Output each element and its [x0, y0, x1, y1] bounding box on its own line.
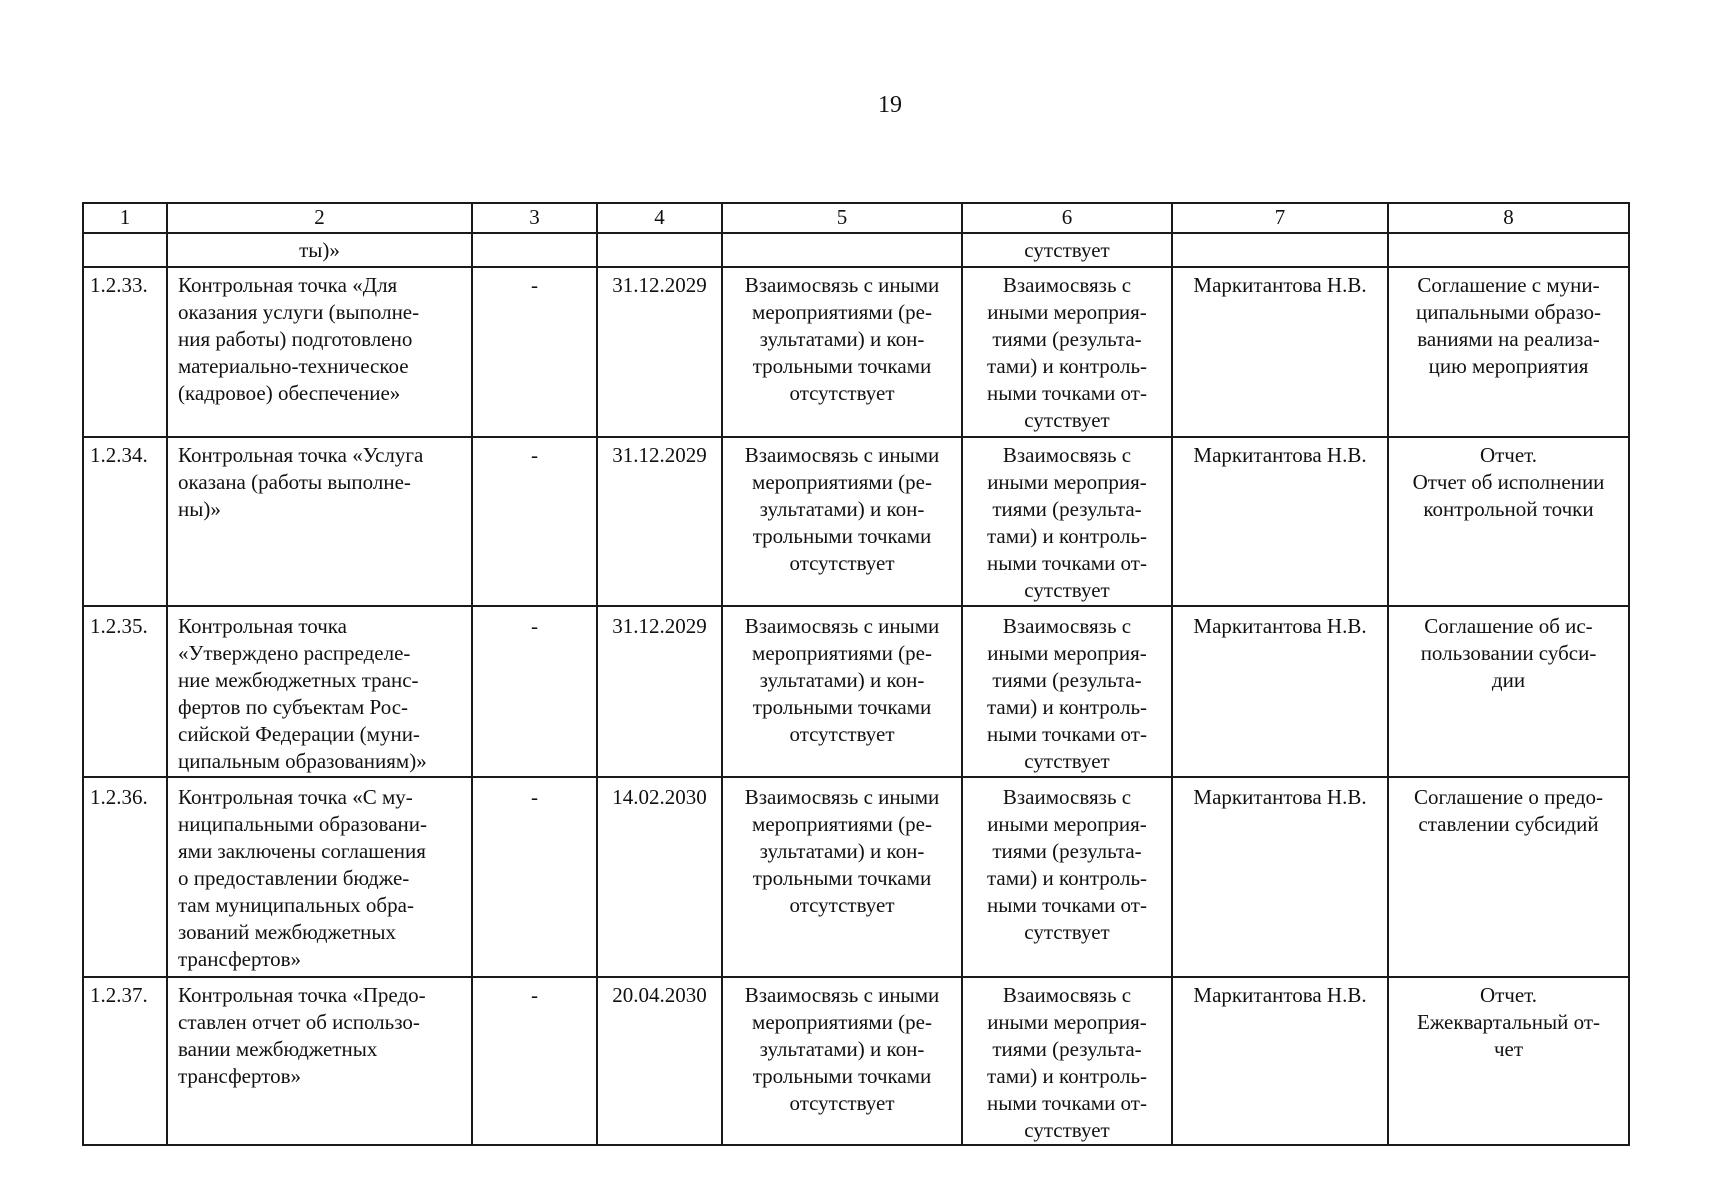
- relation-cell: Взаимосвязь с иными мероприятиями (ре- зультатами) и кон- трольными точками отсутствует: [722, 977, 962, 1145]
- column-number-cell: 6: [962, 203, 1172, 233]
- responsible-person: Маркитантова Н.В.: [1172, 606, 1388, 777]
- table-cell: -: [472, 267, 597, 437]
- relation-cell: Взаимосвязь с иными мероприя- тиями (результа- тами) и контроль- ными точками от- сутствует: [962, 606, 1172, 777]
- responsible-person: Маркитантова Н.В.: [1172, 267, 1388, 437]
- due-date: 31.12.2029: [597, 267, 722, 437]
- document-type: Отчет. Ежеквартальный от- чет: [1388, 977, 1629, 1145]
- due-date: 31.12.2029: [597, 606, 722, 777]
- responsible-person: Маркитантова Н.В.: [1172, 777, 1388, 977]
- responsible-person: Маркитантова Н.В.: [1172, 437, 1388, 606]
- table-row: [83, 977, 1629, 1145]
- table-cell: [722, 233, 962, 267]
- table-cell: [597, 233, 722, 267]
- due-date: 20.04.2030: [597, 977, 722, 1145]
- table-cell: [1172, 233, 1388, 267]
- column-number-cell: 3: [472, 203, 597, 233]
- table-cell: [83, 233, 167, 267]
- continuation-row: [83, 233, 1629, 267]
- due-date: 14.02.2030: [597, 777, 722, 977]
- table-row: [83, 777, 1629, 977]
- page-number: 19: [878, 92, 902, 118]
- column-number-cell: 2: [167, 203, 472, 233]
- document-type: Соглашение о предо- ставлении субсидий: [1388, 777, 1629, 977]
- document-type: Отчет. Отчет об исполнении контрольной точки: [1388, 437, 1629, 606]
- relation-cell: Взаимосвязь с иными мероприя- тиями (результа- тами) и контроль- ными точками от- сутствует: [962, 777, 1172, 977]
- table-row: [83, 606, 1629, 777]
- table-cell: -: [472, 606, 597, 777]
- relation-cell: Взаимосвязь с иными мероприя- тиями (результа- тами) и контроль- ными точками от- сутствует: [962, 437, 1172, 606]
- table-cell: сутствует: [962, 233, 1172, 267]
- column-number-cell: 8: [1388, 203, 1629, 233]
- table-cell: [472, 233, 597, 267]
- column-number-cell: 1: [83, 203, 167, 233]
- control-point-name: Контрольная точка «Для оказания услуги (выполне- ния работы) подготовлено материально-техническое (кадровое) обеспечение»: [167, 267, 472, 437]
- control-point-name: Контрольная точка «Услуга оказана (работы выполне- ны)»: [167, 437, 472, 606]
- relation-cell: Взаимосвязь с иными мероприятиями (ре- зультатами) и кон- трольными точками отсутствует: [722, 777, 962, 977]
- relation-cell: Взаимосвязь с иными мероприя- тиями (результа- тами) и контроль- ными точками от- сутствует: [962, 977, 1172, 1145]
- document-type: Соглашение об ис- пользовании субси- дии: [1388, 606, 1629, 777]
- column-number-cell: 4: [597, 203, 722, 233]
- control-point-name: Контрольная точка «Утверждено распределе- ние межбюджетных транс- фертов по субъектам Рос- сийской Федерации (муни- ципальным образованиям)»: [167, 606, 472, 777]
- due-date: 31.12.2029: [597, 437, 722, 606]
- item-number: 1.2.36.: [83, 777, 167, 977]
- control-point-name: Контрольная точка «С му- ниципальными образовани- ями заключены соглашения о предоставлении бюдже- там муниципальных обра- зований межбюджетных трансфертов»: [167, 777, 472, 977]
- document-type: Соглашение с муни- ципальными образо- ваниями на реализа- цию мероприятия: [1388, 267, 1629, 437]
- relation-cell: Взаимосвязь с иными мероприя- тиями (результа- тами) и контроль- ными точками от- сутствует: [962, 267, 1172, 437]
- item-number: 1.2.33.: [83, 267, 167, 437]
- table-row: [83, 267, 1629, 437]
- table-cell: -: [472, 977, 597, 1145]
- item-number: 1.2.34.: [83, 437, 167, 606]
- table-cell: ты)»: [167, 233, 472, 267]
- table-cell: -: [472, 437, 597, 606]
- relation-cell: Взаимосвязь с иными мероприятиями (ре- зультатами) и кон- трольными точками отсутствует: [722, 606, 962, 777]
- column-number-row: [83, 203, 1629, 233]
- item-number: 1.2.37.: [83, 977, 167, 1145]
- item-number: 1.2.35.: [83, 606, 167, 777]
- relation-cell: Взаимосвязь с иными мероприятиями (ре- зультатами) и кон- трольными точками отсутствует: [722, 267, 962, 437]
- column-number-cell: 5: [722, 203, 962, 233]
- table-cell: -: [472, 777, 597, 977]
- control-points-table: [82, 202, 1630, 1146]
- table-row: [83, 437, 1629, 606]
- responsible-person: Маркитантова Н.В.: [1172, 977, 1388, 1145]
- table-cell: [1388, 233, 1629, 267]
- relation-cell: Взаимосвязь с иными мероприятиями (ре- зультатами) и кон- трольными точками отсутствует: [722, 437, 962, 606]
- column-number-cell: 7: [1172, 203, 1388, 233]
- control-point-name: Контрольная точка «Предо- ставлен отчет об использо- вании межбюджетных трансфертов»: [167, 977, 472, 1145]
